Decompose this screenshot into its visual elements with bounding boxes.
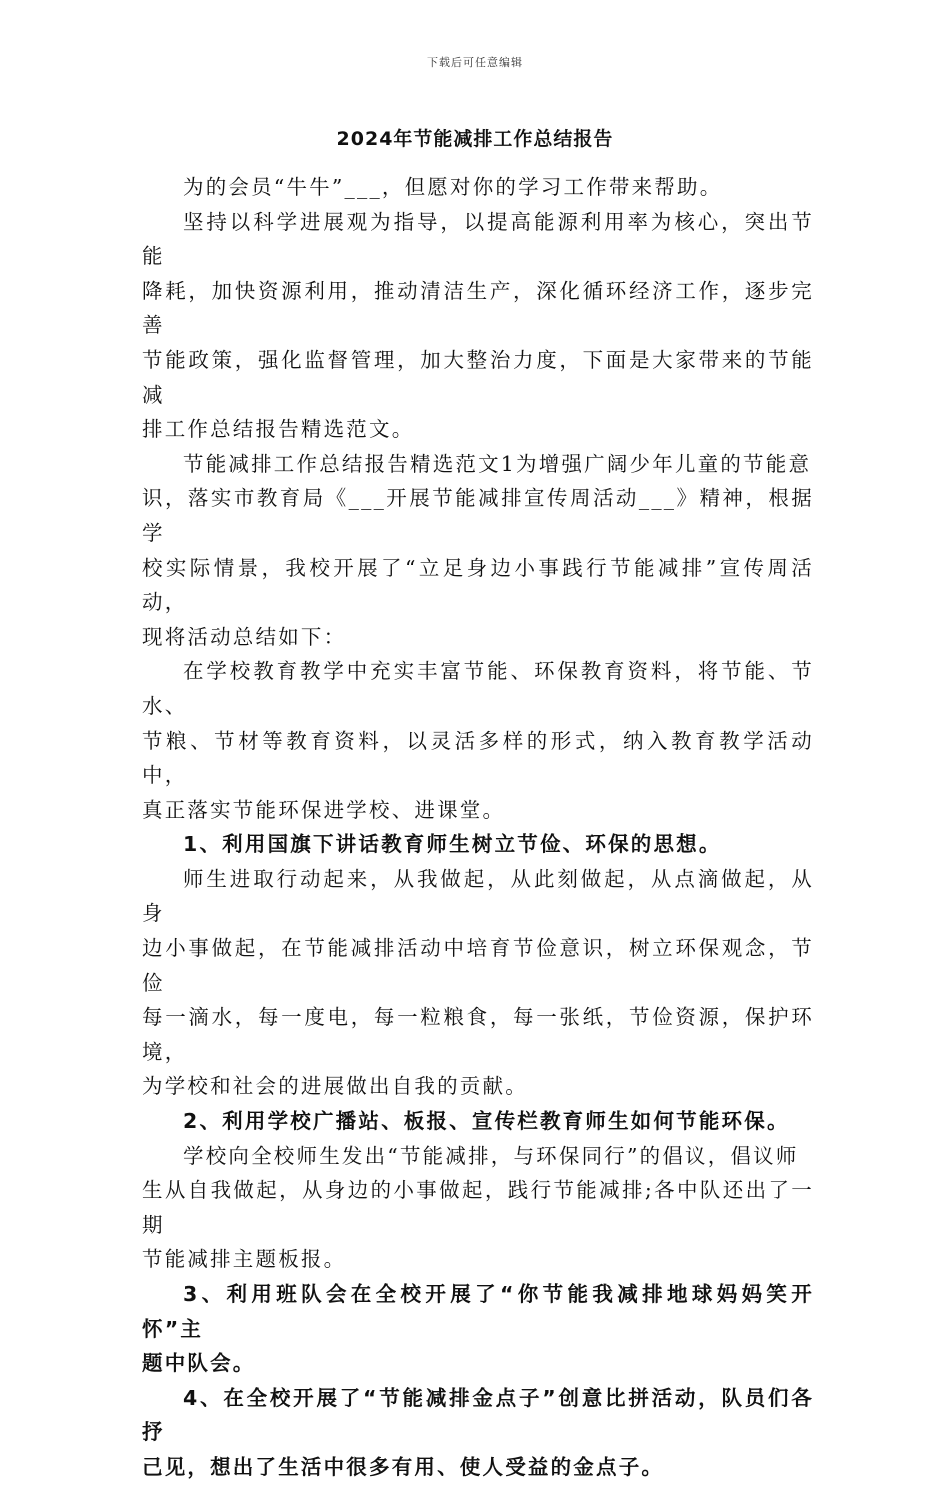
paragraph <box>142 1139 814 1277</box>
document-body <box>142 170 814 1485</box>
text-line: 每一滴水，每一度电，每一粒粮食，每一张纸，节俭资源，保护环境， <box>142 1005 814 1064</box>
text-line: 坚持以科学进展观为指导，以提高能源利用率为核心，突出节能 <box>142 209 814 269</box>
text-line: 学校向全校师生发出“节能减排，与环保同行”的倡议，倡议师 <box>183 1143 799 1168</box>
text-line: 现将活动总结如下： <box>142 624 347 649</box>
text-line: 节能减排主题板报。 <box>142 1247 347 1272</box>
text-line: 生从自我做起，从身边的小事做起，践行节能减排;各中队还出了一期 <box>142 1178 814 1237</box>
text-line: 己见，想出了生活中很多有用、使人受益的金点子。 <box>142 1454 665 1479</box>
paragraph <box>142 170 814 205</box>
text-line: 节粮、节材等教育资料，以灵活多样的形式，纳入教育教学活动中， <box>142 728 814 788</box>
text-line: 节能减排工作总结报告精选范文1为增强广阔少年儿童的节能意 <box>183 451 812 476</box>
text-line: 校实际情景，我校开展了“立足身边小事践行节能减排”宣传周活动， <box>142 555 814 615</box>
section-heading <box>142 827 814 862</box>
text-line: 为学校和社会的进展做出自我的贡献。 <box>142 1074 528 1099</box>
text-line: 在学校教育教学中充实丰富节能、环保教育资料，将节能、节水、 <box>142 659 814 718</box>
text-line: 真正落实节能环保进学校、进课堂。 <box>142 797 506 822</box>
text-line: 节能政策，强化监督管理，加大整治力度，下面是大家带来的节能减 <box>142 347 814 407</box>
text-line: 题中队会。 <box>142 1351 256 1376</box>
document-title: 2024年节能减排工作总结报告 <box>336 128 614 150</box>
text-line: 排工作总结报告精选范文。 <box>142 417 415 442</box>
text-line: 3、利用班队会在全校开展了“你节能我减排地球妈妈笑开怀”主 <box>142 1282 814 1341</box>
section-heading <box>142 1104 814 1139</box>
text-line: 识，落实市教育局《___开展节能减排宣传周活动___》精神，根据学 <box>142 486 814 545</box>
text-line: 为的会员“牛牛”___，但愿对你的学习工作带来帮助。 <box>183 175 723 199</box>
paragraph <box>142 654 814 827</box>
header-note: 下载后可任意编辑 <box>427 56 523 69</box>
text-line: 边小事做起，在节能减排活动中培育节俭意识，树立环保观念，节俭 <box>142 936 814 995</box>
text-line: 师生进取行动起来，从我做起，从此刻做起，从点滴做起，从身 <box>142 866 814 926</box>
text-line: 4、在全校开展了“节能减排金点子”创意比拼活动，队员们各抒 <box>142 1385 814 1445</box>
text-line: 降耗，加快资源利用，推动清洁生产，深化循环经济工作，逐步完善 <box>142 278 814 338</box>
paragraph <box>142 205 814 447</box>
section-heading <box>142 1277 814 1381</box>
text-line: 2、利用学校广播站、板报、宣传栏教育师生如何节能环保。 <box>183 1109 790 1134</box>
paragraph <box>142 862 814 1104</box>
text-line: 1、利用国旗下讲话教育师生树立节俭、环保的思想。 <box>183 832 722 857</box>
paragraph <box>142 447 814 655</box>
section-heading <box>142 1381 814 1485</box>
